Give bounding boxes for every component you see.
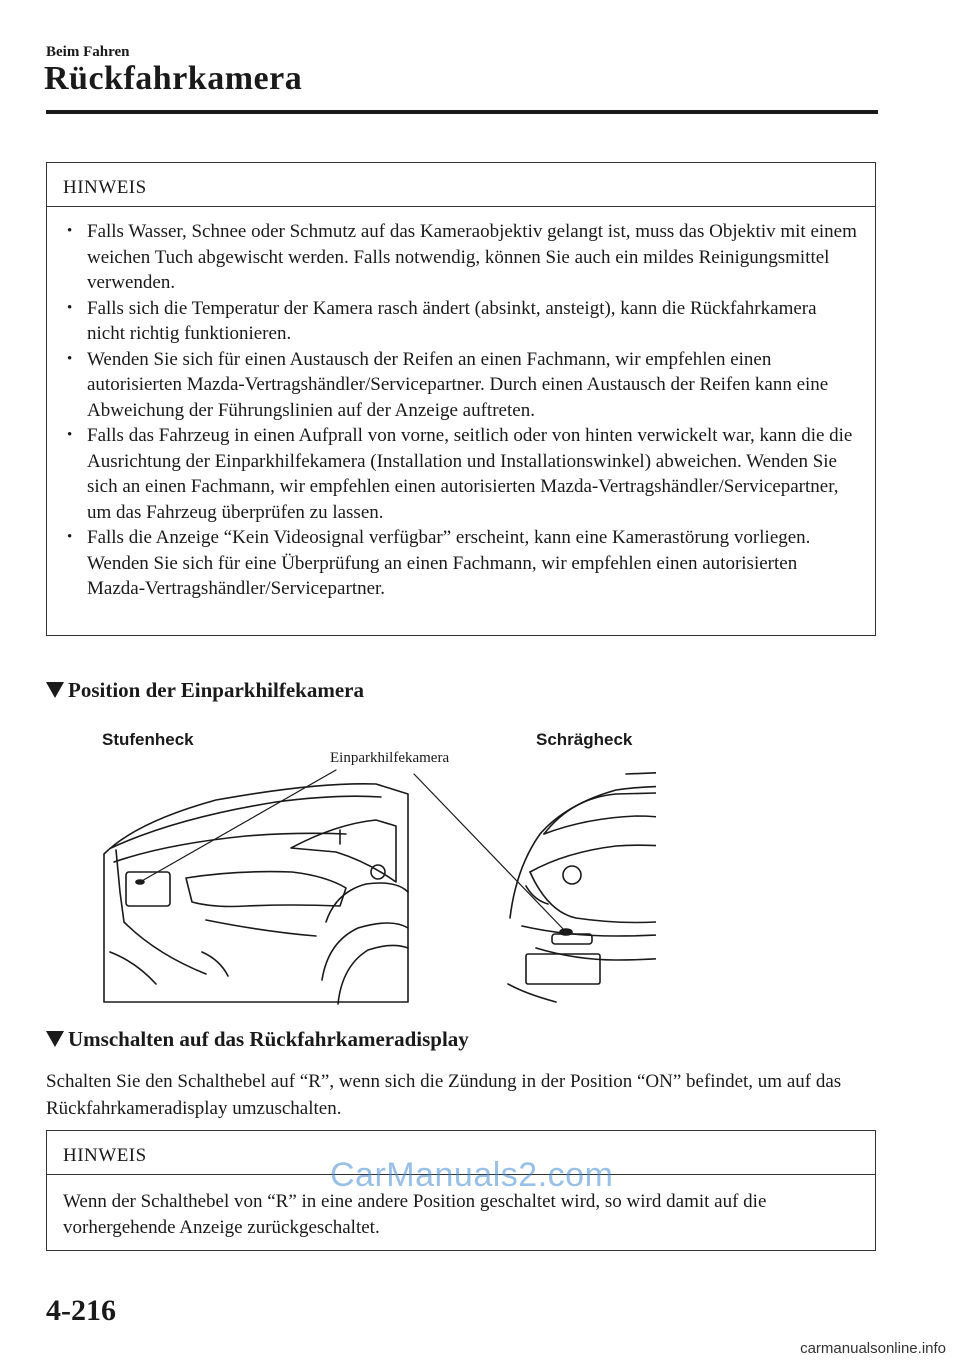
- note-heading: HINWEIS: [47, 1131, 875, 1175]
- section-heading-text: Umschalten auf das Rückfahrkameradisplay: [68, 1027, 469, 1051]
- page-title: Rückfahrkamera: [44, 60, 303, 97]
- note-list: [63, 219, 857, 602]
- label-sedan: Stufenheck: [102, 730, 194, 749]
- note-text: Wenn der Schalthebel von “R” in eine andere Position geschaltet wird, so wird damit auf die vorhergehende Anzeige zurückgeschaltet.: [63, 1191, 767, 1238]
- note-item: [63, 347, 857, 424]
- camera-position-figure: [96, 722, 656, 1007]
- page-number: 4-216: [46, 1294, 116, 1327]
- bullet-icon: •: [67, 427, 73, 443]
- note-item-text: Falls Wasser, Schnee oder Schmutz auf das Kameraobjektiv gelangt ist, muss das Objektiv mit einem weichen Tuch abgewischt werden. Falls notwendig, können Sie auch ein mildes Reinigungsmittel verwenden.: [87, 221, 857, 293]
- bullet-icon: •: [67, 299, 73, 316]
- section-heading-switch: [46, 1027, 469, 1052]
- bullet-icon: •: [67, 350, 73, 367]
- switch-paragraph: Schalten Sie den Schalthebel auf “R”, wenn sich die Zündung in der Position “ON” befindet, um auf das Rückfahrkameradisplay umzuschalten.: [46, 1071, 842, 1119]
- note-item: [63, 296, 857, 347]
- sedan-illustration: [104, 784, 408, 1004]
- note-item: [63, 219, 857, 296]
- label-camera: Einparkhilfekamera: [330, 750, 450, 766]
- watermark: CarManuals2.com: [330, 1156, 614, 1194]
- note-box-1: [46, 162, 876, 636]
- note-item: [63, 525, 857, 602]
- label-hatch: Schrägheck: [536, 730, 633, 749]
- note-heading: HINWEIS: [47, 163, 875, 207]
- note-item-text: Falls die Anzeige “Kein Videosignal verfügbar” erscheint, kann eine Kamerastörung vorliegen. Wenden Sie sich für eine Überprüfung an einen Fachmann, wir empfehlen einen autorisierten Mazda-Vertragshändler/Servicepartner.: [87, 527, 811, 599]
- title-rule: [46, 110, 878, 114]
- section-heading-position: [46, 678, 364, 703]
- note-item: [63, 423, 857, 525]
- triangle-icon: [46, 1031, 64, 1047]
- note-body: [47, 207, 875, 602]
- footer-site: carmanualsonline.info: [800, 1340, 946, 1357]
- note-item-text: Falls sich die Temperatur der Kamera rasch ändert (absinkt, ansteigt), kann die Rückfahrkamera nicht richtig funktionieren.: [87, 297, 817, 344]
- bullet-icon: •: [67, 529, 73, 545]
- bullet-icon: •: [67, 223, 73, 239]
- section-heading-text: Position der Einparkhilfekamera: [68, 678, 364, 702]
- triangle-icon: [46, 682, 64, 698]
- note-item-text: Wenden Sie sich für einen Austausch der Reifen an einen Fachmann, wir empfehlen einen autorisierten Mazda-Vertragshändler/Servicepartner. Durch einen Austausch der Reifen kann eine Abweichung der Führungslinien auf der Anzeige auftreten.: [87, 348, 829, 421]
- note-item-text: Falls das Fahrzeug in einen Aufprall von vorne, seitlich oder von hinten verwickelt war, kann die die Ausrichtung der Einparkhilfekamera (Installation und Installationswinkel) abweichen. Wenden Sie sich an einen Fachmann, wir empfehlen einen autorisierten Mazda-Vertragshändler/Servicepartner, um das Fahrzeug überprüfen zu lassen.: [87, 425, 853, 523]
- section-label: Beim Fahren: [46, 44, 130, 60]
- hatchback-illustration: [508, 740, 656, 1002]
